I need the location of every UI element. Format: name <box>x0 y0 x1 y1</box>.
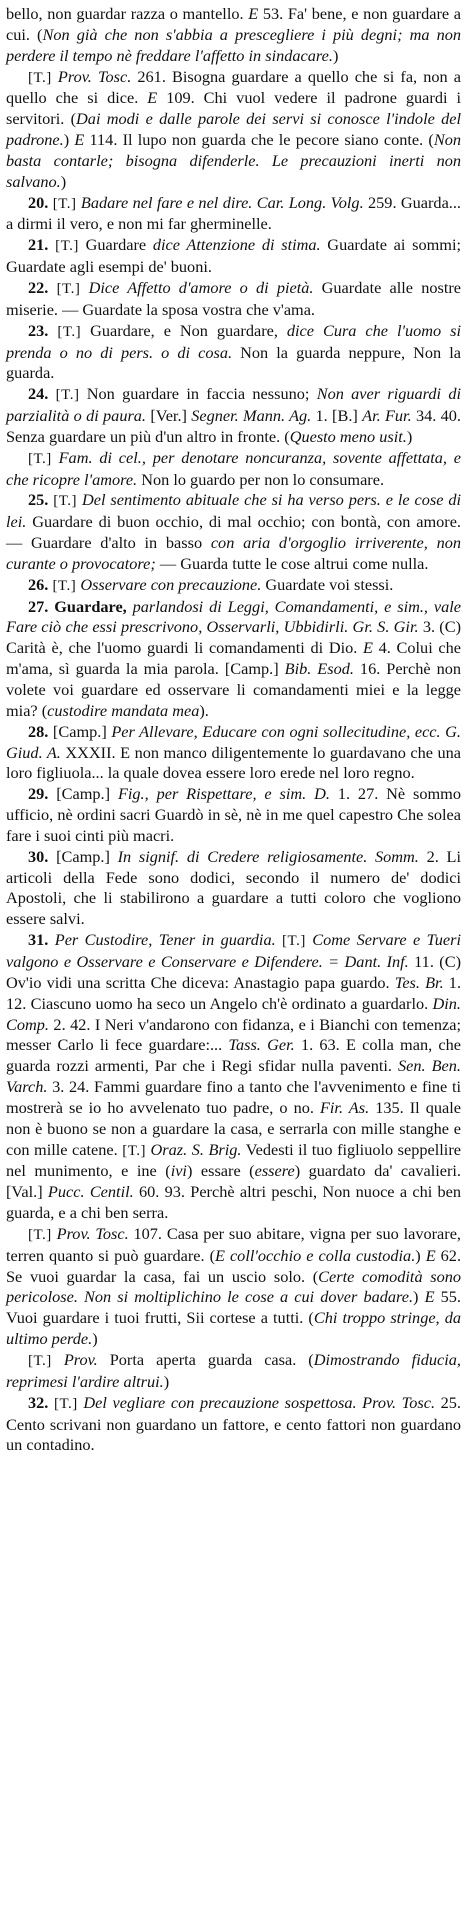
body-text: 25. Cento scrivani non guardano un fattore, e cento fattori non guardano un contadino. <box>6 1392 461 1455</box>
italic-text: Prov. Tosc. <box>57 66 132 86</box>
entry-paragraph <box>6 278 461 321</box>
sense-number: 32. <box>28 1392 49 1412</box>
italic-text: essere <box>254 1161 295 1181</box>
body-text: 114. Il lupo non guarda che le pecore siano conte. ( <box>84 130 434 150</box>
sense-number: 28. <box>28 721 49 741</box>
entry-paragraph <box>6 847 461 930</box>
body-text: [Camp.] <box>48 721 112 741</box>
entry-paragraph <box>6 575 461 597</box>
dictionary-entry-text <box>6 4 461 1456</box>
body-text: Guardare di buon occhio, di mal occhio; con bontà, con amore. — Guardare d'alto in basso <box>6 512 461 553</box>
italic-text: E <box>425 1245 436 1265</box>
body-text: 34. 40. Senza guardare un più d'un altro in fronte. ( <box>6 406 461 446</box>
italic-text: Non già che non s'abbia a prescegliere i più degni; ma non perdere il tempo nè freddare l'affetto in sindacare. <box>6 24 462 65</box>
body-text: Non lo guardo per non lo consumare. <box>137 469 385 489</box>
italic-text: Ar. Fur. <box>362 406 412 426</box>
body-text: 259. Guarda... a dirmi il vero, e non mi far gherminelle. <box>6 192 462 234</box>
italic-text: Dai modi e dalle parole dei servi si conosce l'indole del padrone. <box>6 109 461 150</box>
italic-text: Del vegliare con precauzione sospettosa. Prov. Tosc. <box>83 1392 436 1412</box>
body-text: Vedesti il tuo figliuolo seppellire nel munimento, e ine ( <box>6 1139 461 1181</box>
body-text: 4. Colui che m'ama, sì guarda la mia parola. [Camp.] <box>6 638 461 679</box>
sense-number: 27. Guardare, <box>28 596 127 616</box>
body-text: 1. 12. Ciascuno uomo ha seco un Angelo ch'è ordinato a guardarlo. <box>6 972 462 1013</box>
entry-paragraph <box>6 490 461 574</box>
italic-text: Per Custodire, Tener in guardia. <box>54 930 276 950</box>
source-tag: [T.] <box>53 493 78 510</box>
entry-paragraph <box>6 448 461 491</box>
sense-number: 20. <box>28 192 49 212</box>
italic-text: Fig., per Rispettare, e sim. D. <box>117 784 330 804</box>
italic-text: E <box>74 130 85 150</box>
italic-text: Sen. Ben. Varch. <box>6 1056 461 1097</box>
italic-text: Fir. As. <box>319 1097 370 1117</box>
sense-number: 29. <box>28 784 49 804</box>
source-tag: [T.] <box>53 1395 78 1412</box>
italic-text: ivi <box>170 1161 187 1181</box>
italic-text: Questo meno usit. <box>289 426 407 446</box>
italic-text: E <box>147 88 158 108</box>
sense-number: 25. <box>28 490 49 510</box>
italic-text: Chi troppo stringe, da ultimo perde. <box>6 1308 461 1349</box>
body-text: Guardare <box>78 235 153 255</box>
italic-text: con aria d'orgoglio irriverente, non curante o provocatore; <box>6 533 462 573</box>
body-text: ) <box>413 1287 425 1307</box>
body-text <box>48 321 57 340</box>
italic-text: Non aver riguardi di parzialità o di paura. <box>6 384 461 426</box>
entry-paragraph <box>6 784 461 847</box>
italic-text: Certe comodità sono pericolose. Non si moltiplichino le cose a cui dover badare. <box>6 1266 461 1307</box>
entry-paragraph <box>6 1393 461 1457</box>
body-text: 107. Casa per suo abitare, vigna per suo lavorare, terren quanto si può guardare. ( <box>6 1223 461 1265</box>
italic-text: In signif. di Credere religiosamente. Somm. <box>117 846 419 866</box>
italic-text: Badare nel fare e nel dire. Car. Long. Volg. <box>80 192 364 212</box>
source-tag: [T.] <box>52 577 77 594</box>
body-text: ) <box>415 1245 426 1265</box>
entry-paragraph <box>6 1224 461 1350</box>
sense-number: 31. <box>28 930 49 950</box>
source-tag: [T.] <box>55 238 79 255</box>
sense-number: 30. <box>28 846 49 866</box>
body-text: ) guardato da' cavalieri. [Val.] <box>6 1161 461 1202</box>
body-text: Guardare, e Non guardare, <box>81 320 287 340</box>
source-tag: [T.] <box>28 69 52 86</box>
italic-text: Non basta contarle; bisogna difenderle. Le precauzioni inerti non salvano. <box>6 130 461 191</box>
body-text <box>52 448 59 467</box>
italic-text: Come Servare e Tueri valgono e Osservare e Conservare e Difendere. = Dant. Inf. <box>6 930 461 971</box>
body-text: ) <box>406 426 413 446</box>
source-tag: [T.] <box>28 1353 52 1369</box>
body-text: 55. Vuoi guardare i tuoi frutti, Sii cortese a tutti. ( <box>6 1287 461 1328</box>
source-tag: [T.] <box>282 933 306 950</box>
italic-text: dice Attenzione di stima. <box>152 235 321 255</box>
entry-paragraph <box>6 321 461 385</box>
body-text: Non guardare in faccia nessuno; <box>79 384 317 404</box>
body-text: ) essare ( <box>186 1161 255 1181</box>
body-text: ) <box>92 1329 98 1349</box>
body-text <box>48 278 56 297</box>
body-text: Guardate alle nostre miserie. — Guardate la sposa vostra che v'ama. <box>6 277 461 319</box>
italic-text: Bib. Esod. <box>284 659 354 679</box>
italic-text: E <box>248 4 259 23</box>
body-text: [Camp.] <box>48 784 118 804</box>
sense-number: 22. <box>28 277 49 297</box>
body-text: — Guarda tutte le cose altrui come nulla. <box>155 553 429 573</box>
italic-text: Segner. Mann. Ag. <box>191 406 312 426</box>
body-text: 109. Chi vuol vedere il padrone guardi i servitori. ( <box>6 88 461 129</box>
italic-text: Dimostrando fiducia, reprimesi l'ardire altrui. <box>6 1350 461 1391</box>
italic-text: Pucc. Centil. <box>47 1182 134 1202</box>
italic-text: E coll'occhio e colla custodia. <box>215 1245 416 1265</box>
source-tag: [T.] <box>56 280 81 297</box>
body-text: 11. (C) Ov'io vidi una scritta Che diceva: Anastagio papa guardo. <box>6 951 461 992</box>
entry-paragraph <box>6 722 461 785</box>
entry-paragraph <box>6 1350 461 1393</box>
entry-paragraph <box>6 193 461 236</box>
body-text: [Camp.] <box>48 846 118 866</box>
italic-text: parlandosi di Leggi, Comandamenti, e sim., vale Fare ciò che essi prescrivono, Osservarli, Ubbidirli. Gr. S. Gir. <box>6 596 461 637</box>
body-text: Porta aperta guarda casa. ( <box>97 1350 314 1369</box>
italic-text: Oraz. S. Brig. <box>150 1139 242 1159</box>
italic-text: E <box>424 1287 435 1307</box>
source-tag: [T.] <box>52 195 77 212</box>
body-text: 135. Il quale non è buono se non a guardare la casa, e serrarla con mille stanghe e con mille catene. <box>6 1097 462 1159</box>
source-tag: [T.] <box>28 1226 52 1243</box>
body-text: Guardate voi stessi. <box>261 574 394 594</box>
entry-paragraph <box>6 597 461 722</box>
italic-text: Per Allevare, Educare con ogni sollecitudine, ecc. G. Giud. A. <box>6 721 461 762</box>
italic-text: Osservare con precauzione. <box>80 574 262 594</box>
italic-text: Tass. Ger. <box>228 1035 295 1055</box>
body-text: 1. 63. E colla man, che guarda rozzi armenti, Par che i Regi sfidar nulla paventi. <box>6 1035 461 1076</box>
body-text: 60. 93. Perchè altri peschi, Non nuoce a chi ben guarda, e a chi ben serra. <box>6 1182 462 1223</box>
sense-number: 23. <box>28 320 49 340</box>
body-text: 62. Se vuoi guardar la casa, fai un uscio solo. ( <box>6 1245 462 1286</box>
entry-paragraph <box>6 4 461 67</box>
sense-number: 24. <box>28 384 49 404</box>
entry-paragraph <box>6 930 461 1224</box>
entry-paragraph <box>6 384 461 448</box>
body-text: XXXII. E non manco diligentemente lo guardavano che una loro figliuola... la quale dovea essere loro erede nel loro regno. <box>6 742 461 783</box>
italic-text: custodire mandata mea <box>47 700 200 720</box>
italic-text: Fam. di cel., per denotare noncuranza, sovente affettata, e che ricopre l'amore. <box>6 447 461 489</box>
sense-number: 26. <box>28 574 49 594</box>
italic-text: Din. Comp. <box>6 993 461 1034</box>
italic-text: Dice Affetto d'amore o di pietà. <box>88 277 314 297</box>
italic-text: E <box>363 638 373 658</box>
body-text: Guardate ai sommi; Guardate agli esempi de' buoni. <box>6 235 462 277</box>
body-text: 16. Perchè non volete voi guardare ed osservare li comandamenti miei e la legge mia? ( <box>6 659 461 720</box>
body-text: ) <box>60 171 67 191</box>
source-tag: [T.] <box>57 323 82 340</box>
body-text: ) <box>163 1371 170 1391</box>
body-text: Non la guarda neppure, Non la guarda. <box>6 342 461 383</box>
source-tag: [T.] <box>122 1142 146 1159</box>
body-text: 2. 42. I Neri v'andarono con fidanza, e i Bianchi con temenza; messer Carlo li fece guardare:... <box>6 1014 461 1055</box>
source-tag: [T.] <box>28 450 52 467</box>
italic-text: Prov. <box>63 1350 98 1369</box>
italic-text: Tes. Br. <box>394 972 444 992</box>
body-text <box>48 384 55 403</box>
italic-text: dice Cura che l'uomo si prenda o no di pers. o di cosa. <box>6 320 461 362</box>
italic-text: Prov. Tosc. <box>56 1223 129 1243</box>
body-text: 1. 27. Nè sommo ufficio, nè ordini sacri Guardò in sè, nè in me quel capestro Che solea fare i suoi cinti più macri. <box>6 784 461 845</box>
body-text: 3. (C) Carità è, che l'uomo guardi li comandamenti di Dio. <box>6 617 461 658</box>
source-tag: [T.] <box>55 387 80 404</box>
body-text: ) <box>332 45 339 65</box>
entry-paragraph <box>6 67 461 193</box>
body-text: ). <box>199 700 209 720</box>
body-text: ) <box>63 130 75 150</box>
body-text: 261. Bisogna guardare a quello che si fa, non a quello che si dice. <box>6 66 461 108</box>
entry-paragraph <box>6 235 461 278</box>
body-text: [Ver.] <box>146 406 192 426</box>
italic-text: Del sentimento abituale che si ha verso pers. e le cose di lei. <box>6 490 461 532</box>
body-text <box>80 278 88 297</box>
body-text <box>52 1350 64 1369</box>
body-text: bello, non guardar razza o mantello. <box>6 4 249 23</box>
body-text: 3. 24. Fammi guardare fino a tanto che l'avvenimento e fine ti mostrerà se io ho avvelenato tuo padre, o no. <box>6 1077 461 1117</box>
body-text: 53. Fa' bene, e non guardare a cui. ( <box>6 4 461 44</box>
body-text: 1. [B.] <box>311 406 363 426</box>
body-text: 2. Li articoli della Fede sono dodici, secondo il numero de' dodici Apostoli, che li stabilirono a guardare a tutti coloro che vogliono essere salvi. <box>6 846 461 929</box>
sense-number: 21. <box>28 235 49 255</box>
